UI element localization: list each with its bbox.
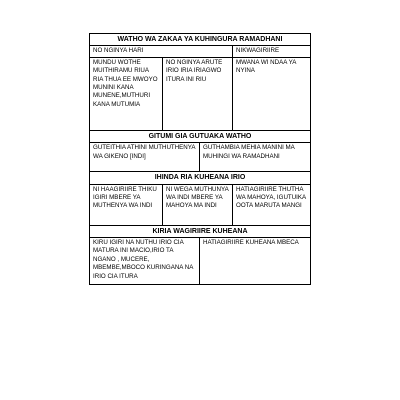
table-row [90, 58, 310, 131]
cell-mundu-wothe: MUNDU WOTHE MUITHIRAMU RIUA RIA THUA EE MWOYO MUNINI KANA MUNENE,MUTHURI KANA MUTUMIA [90, 58, 163, 130]
cell-mwana-wi-ndaa: MWANA WI NDAA YA NYINA [236, 58, 297, 75]
zakaa-table [89, 33, 311, 285]
cell-kiru-igiri: KIRU IGIRI NA NUTHU IRIO CIA MATURA INI MACIO,IRIO TA NGANO , MUCERE, MBEMBE,MBOCO KURINGANA NA IRIO CIA ITURA [90, 238, 200, 284]
cell-guteithia-athini: GUTEITHIA ATHINI MUTHUTHENYA WA GIKENO [INDI] [90, 143, 200, 171]
cell-no-nginya-arute: NO NGINYA ARUTE IRIO IRIA IRIAGWO ITURA INI RIU [163, 58, 233, 130]
table-row [90, 46, 310, 57]
section-title-ihinda: IHINDA RIA KUHEANA IRIO [90, 172, 310, 184]
cell-hatiagiriire-thutha: HATIAGIRIIRE THUTHA WA MAHOYA, IGUTUIKA OOTA MARUTA MANGI [236, 185, 306, 210]
cell-no-nginya-hari: NO NGINYA HARI [90, 46, 233, 56]
cell-thiku-igiri: NI HAAGIRIIRE THIKU IGIRI MBERE YA MUTHENYA WA INDI [90, 185, 163, 225]
cell-ni-wega: NI WEGA MUTHUNYA WA INDI MBERE YA MAHOYA MA INDI [163, 185, 233, 225]
section-title-gitumi: GITUMI GIA GUTUAKA WATHO [90, 131, 310, 143]
table-row [90, 143, 310, 172]
cell-hatiagiriire-mbeca: HATIAGIRIIRE KUHEANA MBECA [203, 239, 299, 247]
table-row [90, 238, 310, 284]
table-title: WATHO WA ZAKAA YA KUHINGURA RAMADHANI [90, 34, 310, 46]
table-row [90, 185, 310, 226]
cell-nikwagiriire: NIKWAGIRIIRE [236, 47, 280, 55]
cell-guthambia-mehia: GUTHAMBIA MEHIA MANINI MA MUHINGI WA RAMADHANI [203, 144, 295, 160]
section-title-kiria: KIRIA WAGIRIIRE KUHEANA [90, 226, 310, 238]
